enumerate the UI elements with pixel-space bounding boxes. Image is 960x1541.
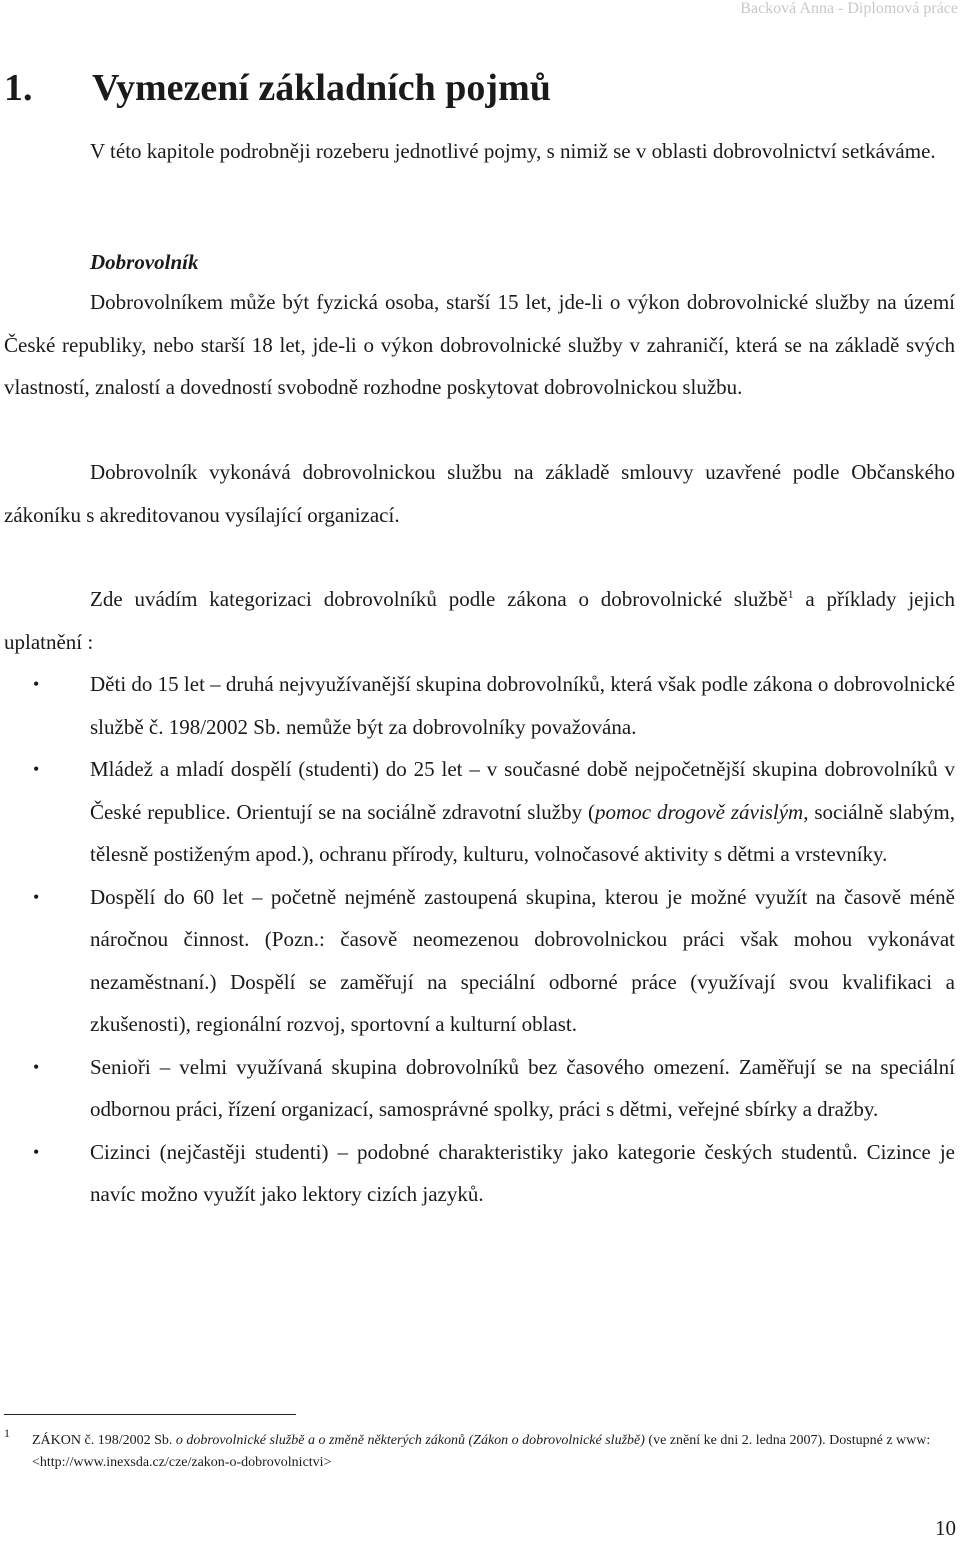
section-subheading: Dobrovolník (90, 250, 199, 274)
categorization-text-end: a příklady jejich uplatnění : (4, 587, 955, 654)
list-item (0, 663, 955, 748)
list-item (0, 748, 955, 876)
footnote-reference: 1 (787, 587, 794, 601)
list-item-text: Senioři – velmi využívaná skupina dobrovolníků bez časového omezení. Zaměřují se na speciální odbornou práci, řízení organizací, samosprávné spolky, práci s dětmi, veřejné sbírky a dražby. (90, 1054, 955, 1121)
intro-paragraph: V této kapitole podrobněji rozeberu jednotlivé pojmy, s nimiž se v oblasti dobrovolnictví setkáváme. (90, 139, 936, 163)
categorization-paragraph (4, 578, 955, 663)
definition-paragraph: Dobrovolníkem může být fyzická osoba, starší 15 let, jde-li o výkon dobrovolnické služby na území České republiky, nebo starší 18 let, jde-li o výkon dobrovolnické služby v zahraničí, která se na základě svých vlastností, znalostí a dovedností svobodně rozhodne poskytovat dobrovolnickou službu. (4, 290, 955, 399)
list-item (0, 876, 955, 1046)
list-item-text: Mládež a mladí dospělí (studenti) do 25 let – v současné době nejpočetnější skupina dobrovolníků v České republice. Orientují se na sociálně zdravotní služby ( (90, 757, 955, 824)
footnote (4, 1426, 939, 1474)
page-number: 10 (935, 1516, 956, 1540)
categorization-text: Zde uvádím kategorizaci dobrovolníků podle zákona o dobrovolnické službě (90, 587, 788, 611)
bullet-icon: • (33, 886, 40, 907)
list-item-emphasis: pomoc drogově závislým (595, 799, 804, 824)
bullet-icon: • (33, 759, 40, 779)
bullet-icon: • (33, 1141, 40, 1162)
list-item-text: Cizinci (nejčastěji studenti) – podobné charakteristiky jako kategorie českých studentů. Cizince je navíc možno využít jako lektory cizích jazyků. (90, 1139, 955, 1206)
footnote-law-title: o dobrovolnické službě a o změně některých zákonů (Zákon o dobrovolnické službě) (175, 1433, 645, 1448)
footnote-marker: 1 (4, 1426, 10, 1440)
list-item-text: Dospělí do 60 let – početně nejméně zastoupená skupina, kterou je možné využít na časově méně náročnou činnost. (Pozn.: časově neomezenou dobrovolnickou práci však mohou vykonávat nezaměstnaní.) Dospělí se zaměřují na speciální odborné práce (využívají svou kvalifikaci a zkušenosti), regionální rozvoj, sportovní a kulturní oblast. (90, 884, 955, 1036)
contract-paragraph: Dobrovolník vykonává dobrovolnickou službu na základě smlouvy uzavřené podle Občanského zákoníku s akreditovanou vysílající organizací. (4, 460, 955, 527)
chapter-heading (4, 66, 551, 110)
list-item-text: Děti do 15 let – druhá nejvyužívanější skupina dobrovolníků, která však podle zákona o dobrovolnické službě č. 198/2002 Sb. nemůže být za dobrovolníky považována. (90, 672, 955, 739)
bullet-icon: • (33, 674, 40, 694)
list-item (0, 1131, 955, 1216)
list-item-text-end: , sociálně slabým, tělesně postiženým apod.), ochranu přírody, kulturu, volnočasové aktivity s dětmi a vrstevníky. (90, 799, 956, 866)
chapter-number: 1. (4, 67, 33, 109)
footnote-separator (4, 1414, 296, 1415)
footnote-text: ZÁKON č. 198/2002 Sb. (32, 1433, 176, 1448)
chapter-title: Vymezení základních pojmů (92, 67, 551, 109)
footnote-source: (ve znění ke dni 2. ledna 2007). Dostupné z www: <http://www.inexsda.cz/cze/zakon-o-dobrovolnictvi> (32, 1433, 931, 1470)
running-header: Backová Anna - Diplomová práce (740, 0, 958, 17)
volunteer-category-list (0, 663, 955, 1216)
list-item (0, 1046, 955, 1131)
bullet-icon: • (33, 1056, 40, 1077)
